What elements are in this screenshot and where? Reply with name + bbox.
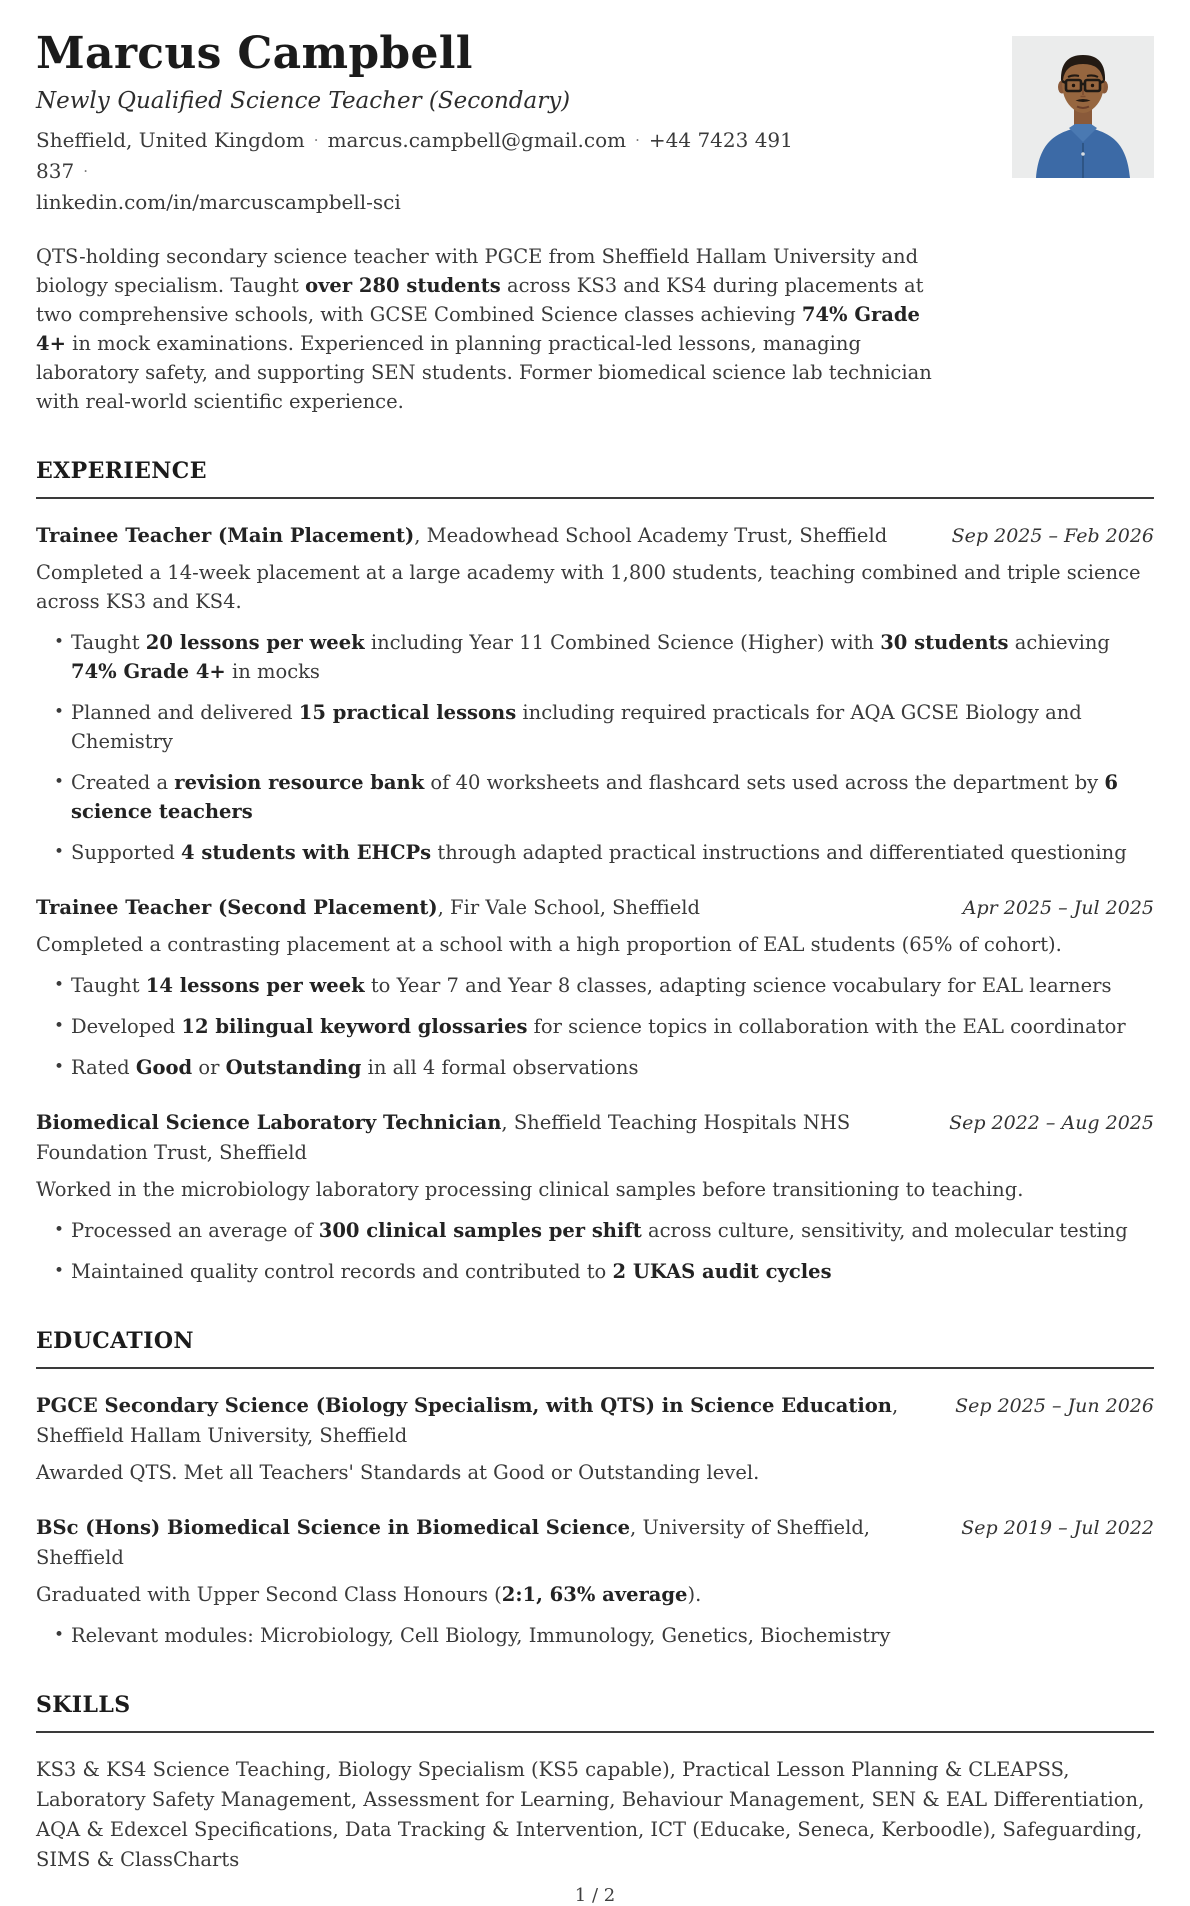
- education-dates: Sep 2025 – Jun 2026: [955, 1395, 1154, 1418]
- job-role: Trainee Teacher (Main Placement): [36, 524, 415, 548]
- candidate-name: Marcus Campbell: [36, 28, 473, 79]
- education-header: [36, 1391, 1154, 1451]
- job-bullets: [36, 971, 1154, 1082]
- job-bullet: • Taught 14 lessons per week to Year 7 and Year 8 classes, adapting science vocabulary for EAL learners: [54, 971, 1154, 1000]
- job-title-line: [36, 893, 929, 923]
- education-title-line: [36, 1391, 921, 1451]
- job-bullets: [36, 628, 1154, 867]
- job-title-line: [36, 521, 918, 551]
- photo-eye-right: [1091, 84, 1094, 87]
- skills-heading: SKILLS: [36, 1694, 1154, 1733]
- contact-info: [36, 125, 836, 218]
- header-text: [36, 30, 986, 218]
- job-header: [36, 1108, 1154, 1168]
- education-bullet: • Relevant modules: Microbiology, Cell Biology, Immunology, Genetics, Biochemistry: [54, 1621, 1154, 1650]
- education-institution: , University of Sheffield, Sheffield: [36, 1516, 871, 1570]
- job-description: Completed a 14-week placement at a large academy with 1,800 students, teaching combined and triple science across KS3 and KS4.: [36, 561, 1141, 614]
- experience-heading: EXPERIENCE: [36, 460, 1154, 499]
- photo-eye-left: [1072, 84, 1075, 87]
- profile-photo: [1012, 36, 1154, 178]
- job-organization: , Sheffield Teaching Hospitals NHS Foundation Trust, Sheffield: [36, 1111, 851, 1165]
- job-description: Completed a contrasting placement at a school with a high proportion of EAL students (65% of cohort).: [36, 933, 1062, 957]
- candidate-job-title: Newly Qualified Science Teacher (Secondary): [36, 87, 571, 114]
- job-bullets: [36, 1216, 1154, 1286]
- job-organization: , Meadowhead School Academy Trust, Sheffield: [414, 524, 888, 548]
- phone-text: +44 7423 491 837: [36, 128, 793, 184]
- section-skills: [36, 1694, 1154, 1875]
- education-degree: PGCE Secondary Science (Biology Specialism, with QTS) in Science Education: [36, 1394, 892, 1418]
- job-dates: Apr 2025 – Jul 2025: [962, 897, 1154, 920]
- job-bullet: • Processed an average of 300 clinical samples per shift across culture, sensitivity, and molecular testing: [54, 1216, 1154, 1245]
- education-title-line: [36, 1513, 927, 1573]
- section-experience: [36, 460, 1154, 1286]
- job-bullet: • Taught 20 lessons per week including Year 11 Combined Science (Higher) with 30 students achieving 74% Grade 4+ in mocks: [54, 628, 1154, 686]
- job-bullet: • Rated Good or Outstanding in all 4 formal observations: [54, 1053, 1154, 1082]
- education-degree: BSc (Hons) Biomedical Science in Biomedical Science: [36, 1516, 631, 1540]
- job-bullet: • Supported 4 students with EHCPs through adapted practical instructions and differentiated questioning: [54, 838, 1154, 867]
- linkedin-link[interactable]: linkedin.com/in/marcuscampbell-sci: [36, 190, 401, 215]
- job-organization: , Fir Vale School, Sheffield: [437, 896, 700, 920]
- job-header: [36, 893, 1154, 923]
- education-dates: Sep 2019 – Jul 2022: [961, 1517, 1154, 1540]
- dot-separator: ·: [313, 131, 319, 150]
- education-description: Awarded QTS. Met all Teachers' Standards at Good or Outstanding level.: [36, 1461, 760, 1485]
- dot-separator: ·: [635, 131, 640, 150]
- dot-separator: ·: [83, 162, 88, 181]
- email-link[interactable]: marcus.campbell@gmail.com: [327, 128, 627, 153]
- professional-summary: QTS-holding secondary science teacher with PGCE from Sheffield Hallam University and biology specialism. Taught over 280 students across KS3 and KS4 during placements at two comprehensive schools, with GCSE Combined Science classes achieving 74% Grade 4+ in mock examinations. Experienced in planning practical-led lessons, managing laboratory safety, and supporting SEN students. Former biomedical science lab technician with real-world scientific experience.: [36, 245, 932, 414]
- profile-photo-illustration: [1012, 36, 1154, 178]
- education-entry: [36, 1391, 1154, 1487]
- job-bullet: • Maintained quality control records and contributed to 2 UKAS audit cycles: [54, 1257, 1154, 1286]
- job-header: [36, 521, 1154, 551]
- job-dates: Sep 2022 – Aug 2025: [949, 1112, 1154, 1135]
- header: [36, 30, 1154, 218]
- education-institution: , Sheffield Hallam University, Sheffield: [36, 1394, 899, 1448]
- job-entry: [36, 893, 1154, 1082]
- job-bullet: • Planned and delivered 15 practical lessons including required practicals for AQA GCSE Biology and Chemistry: [54, 698, 1154, 756]
- job-bullet: • Developed 12 bilingual keyword glossaries for science topics in collaboration with the EAL coordinator: [54, 1012, 1154, 1041]
- location-text: Sheffield, United Kingdom: [36, 128, 305, 153]
- page-number: 1 / 2: [574, 1885, 616, 1906]
- job-entry: [36, 1108, 1154, 1286]
- section-education: [36, 1330, 1154, 1650]
- job-dates: Sep 2025 – Feb 2026: [951, 525, 1154, 548]
- job-bullet: • Created a revision resource bank of 40 worksheets and flashcard sets used across the department by 6 science teachers: [54, 768, 1154, 826]
- job-description: Worked in the microbiology laboratory processing clinical samples before transitioning to teaching.: [36, 1178, 1024, 1202]
- job-role: Biomedical Science Laboratory Technician: [36, 1111, 502, 1135]
- photo-button: [1081, 152, 1085, 156]
- job-role: Trainee Teacher (Second Placement): [36, 896, 438, 920]
- education-heading: EDUCATION: [36, 1330, 1154, 1369]
- education-entry: [36, 1513, 1154, 1650]
- education-header: [36, 1513, 1154, 1573]
- job-title-line: [36, 1108, 915, 1168]
- skills-list-text: KS3 & KS4 Science Teaching, Biology Specialism (KS5 capable), Practical Lesson Planning & CLEAPSS, Laboratory Safety Management, Assessment for Learning, Behaviour Management, SEN & EAL Differentiation, AQA & Edexcel Specifications, Data Tracking & Intervention, ICT (Educake, Seneca, Kerboodle), Safeguarding, SIMS & ClassCharts: [36, 1758, 1145, 1872]
- job-entry: [36, 521, 1154, 867]
- education-bullets: [36, 1621, 1154, 1650]
- education-description: Graduated with Upper Second Class Honours (2:1, 63% average).: [36, 1583, 702, 1607]
